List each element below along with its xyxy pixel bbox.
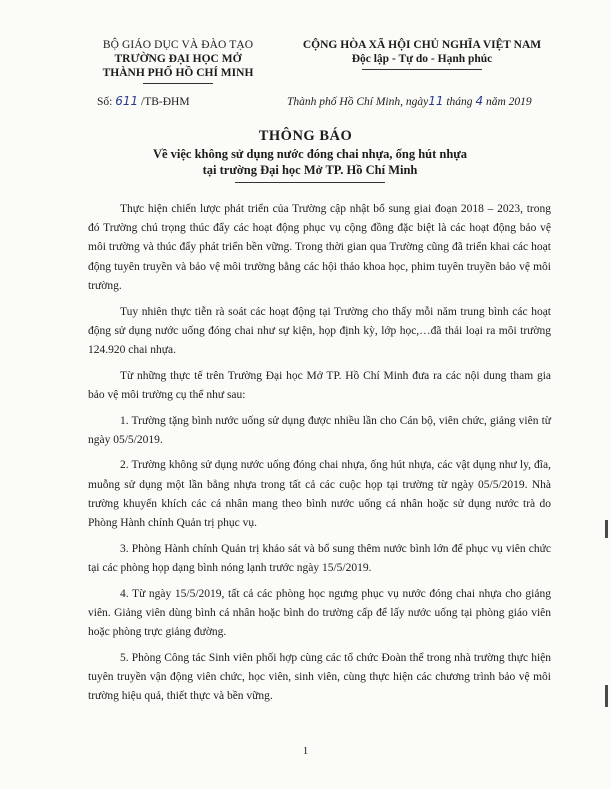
doc-number-prefix: Số: [97, 96, 116, 108]
header-left-rule [143, 83, 213, 84]
body-paragraph: Thực hiện chiến lược phát triển của Trường cập nhật bổ sung giai đoạn 2018 – 2023, trong đó Trường chú trọng thúc đẩy các hoạt động phục vụ cộng đồng đặc biệt là các hoạt động bảo vệ môi trường và thúc đẩy phát triển bền vững. Trong thời gian qua Trường cũng đã triển khai các hoạt động tuyên truyền và bảo vệ môi trường bằng các hội thảo khoa học, phim tuyên truyền bảo vệ môi trường. [88, 203, 551, 292]
date-mid: tháng [443, 96, 476, 108]
scan-edge-mark [605, 685, 608, 707]
national-header [272, 38, 572, 70]
body-paragraph: Tuy nhiên thực tiễn rà soát các hoạt động tại Trường cho thấy mỗi năm trung bình các hoạt động sử dụng nước uống đóng chai như sự kiện, họp định kỳ, lớp học,…đã thải loại ra môi trường 124.920 chai nhựa. [88, 305, 551, 356]
document-body [88, 200, 551, 713]
subtitle-line-1: Về việc không sử dụng nước đóng chai nhựa, ống hút nhựa [152, 147, 468, 161]
date-prefix: Thành phố Hồ Chí Minh, ngày [287, 96, 429, 108]
item-paragraph: 2. Trường không sử dụng nước uống đóng chai nhựa, ống hút nhựa, các vật dụng như ly, đĩa, muỗng sử dụng một lần bằng nhựa trong tất cả các cuộc họp tại trường từ ngày 05/5/2019. Nhà trường khuyến khích các cá nhân mang theo bình nước uống cá nhân hoặc sử dụng nước trà do Phòng Hành chính Quản trị phục vụ. [88, 459, 551, 530]
university-name: TRƯỜNG ĐẠI HỌC MỞ [114, 53, 242, 65]
item-paragraph: 4. Từ ngày 15/5/2019, tất cả các phòng học ngưng phục vụ nước đóng chai nhựa cho giảng viên. Giảng viên dùng bình cá nhân hoặc bình do trường cấp để lấy nước uống tại phòng giáo viên hoặc phòng trực giảng đường. [88, 587, 551, 639]
date-month-handwritten: 4 [475, 94, 484, 108]
item-paragraph: 3. Phòng Hành chính Quản trị khảo sát và bổ sung thêm nước bình lớn để phục vụ viên chức tại các phòng họp dạng bình nóng lạnh trước ngày 15/5/2019. [88, 542, 551, 574]
header-right-rule [362, 69, 482, 70]
national-motto: Độc lập - Tự do - Hạnh phúc [351, 53, 493, 65]
page-number: 1 [302, 745, 309, 757]
document-number [97, 94, 190, 108]
doc-number-suffix: /TB-ĐHM [138, 96, 190, 108]
subtitle-line-2: tại trường Đại học Mở TP. Hồ Chí Minh [202, 163, 418, 177]
doc-number-handwritten: 611 [115, 94, 139, 108]
ministry-name: BỘ GIÁO DỤC VÀ ĐÀO TẠO [102, 39, 254, 51]
date-day-handwritten: 11 [428, 94, 444, 108]
item-paragraph: 1. Trường tặng bình nước uống sử dụng được nhiều lần cho Cán bộ, viên chức, giảng viên từ ngày 05/5/2019. [88, 414, 551, 446]
subtitle-rule [235, 182, 385, 183]
date-suffix: năm 2019 [483, 96, 532, 108]
document-subtitle [40, 146, 580, 183]
issue-date [287, 94, 532, 108]
document-title: THÔNG BÁO [258, 128, 353, 144]
scan-edge-mark [605, 520, 608, 538]
country-name: CỘNG HÒA XÃ HỘI CHỦ NGHĨA VIỆT NAM [302, 39, 542, 51]
issuer-header [78, 38, 278, 84]
city-name: THÀNH PHỐ HỒ CHÍ MINH [102, 67, 254, 79]
item-paragraph: 5. Phòng Công tác Sinh viên phối hợp cùng các tổ chức Đoàn thể trong nhà trường thực hiện tuyên truyền vận động viên chức, học viên, sinh viên, cùng thực hiện các chương trình bảo vệ môi trường hiệu quả, thiết thực và bền vững. [88, 651, 551, 703]
body-paragraph: Từ những thực tế trên Trường Đại học Mở TP. Hồ Chí Minh đưa ra các nội dung tham gia bảo vệ môi trường cụ thể như sau: [88, 369, 551, 401]
